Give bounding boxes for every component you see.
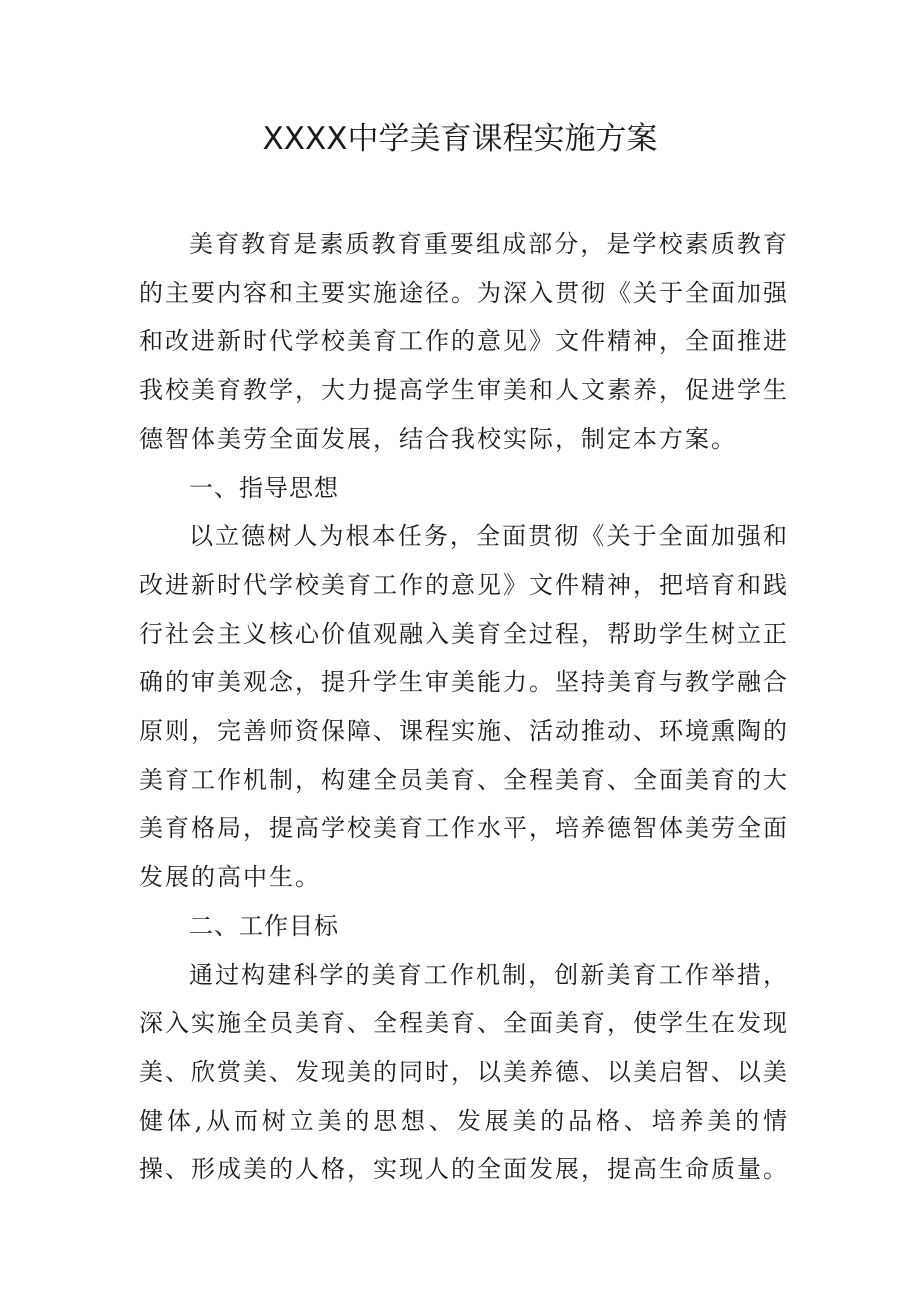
document-title: XXXX中学美育课程实施方案: [262, 121, 658, 157]
document-body: [139, 220, 789, 1194]
intro-paragraph: 美育教育是素质教育重要组成部分，是学校素质教育的主要内容和主要实施途径。为深入贯彻《关于全面加强和改进新时代学校美育工作的意见》文件精神，全面推进我校美育教学，大力提高学生审美和人文素养，促进学生德智体美劳全面发展，结合我校实际，制定本方案。: [139, 230, 789, 453]
section-body-work-goals: 通过构建科学的美育工作机制，创新美育工作举措，深入实施全员美育、全程美育、全面美育，使学生在发现美、欣赏美、发现美的同时，以美养德、以美启智、以美健体,从而树立美的思想、发展美的品格、培养美的情操、形成美的人格，实现人的全面发展，提高生命质量。: [139, 960, 789, 1184]
section-heading-work-goals: 二、工作目标: [189, 911, 339, 940]
section-heading-guiding-ideology: 一、指导思想: [189, 473, 339, 502]
section-body-guiding-ideology: 以立德树人为根本任务，全面贯彻《关于全面加强和改进新时代学校美育工作的意见》文件精神，把培育和践行社会主义核心价值观融入美育全过程，帮助学生树立正确的审美观念，提升学生审美能力。坚持美育与教学融合原则，完善师资保障、课程实施、活动推动、环境熏陶的美育工作机制，构建全员美育、全程美育、全面美育的大美育格局，提高学校美育工作水平，培养德智体美劳全面发展的高中生。: [139, 522, 789, 892]
